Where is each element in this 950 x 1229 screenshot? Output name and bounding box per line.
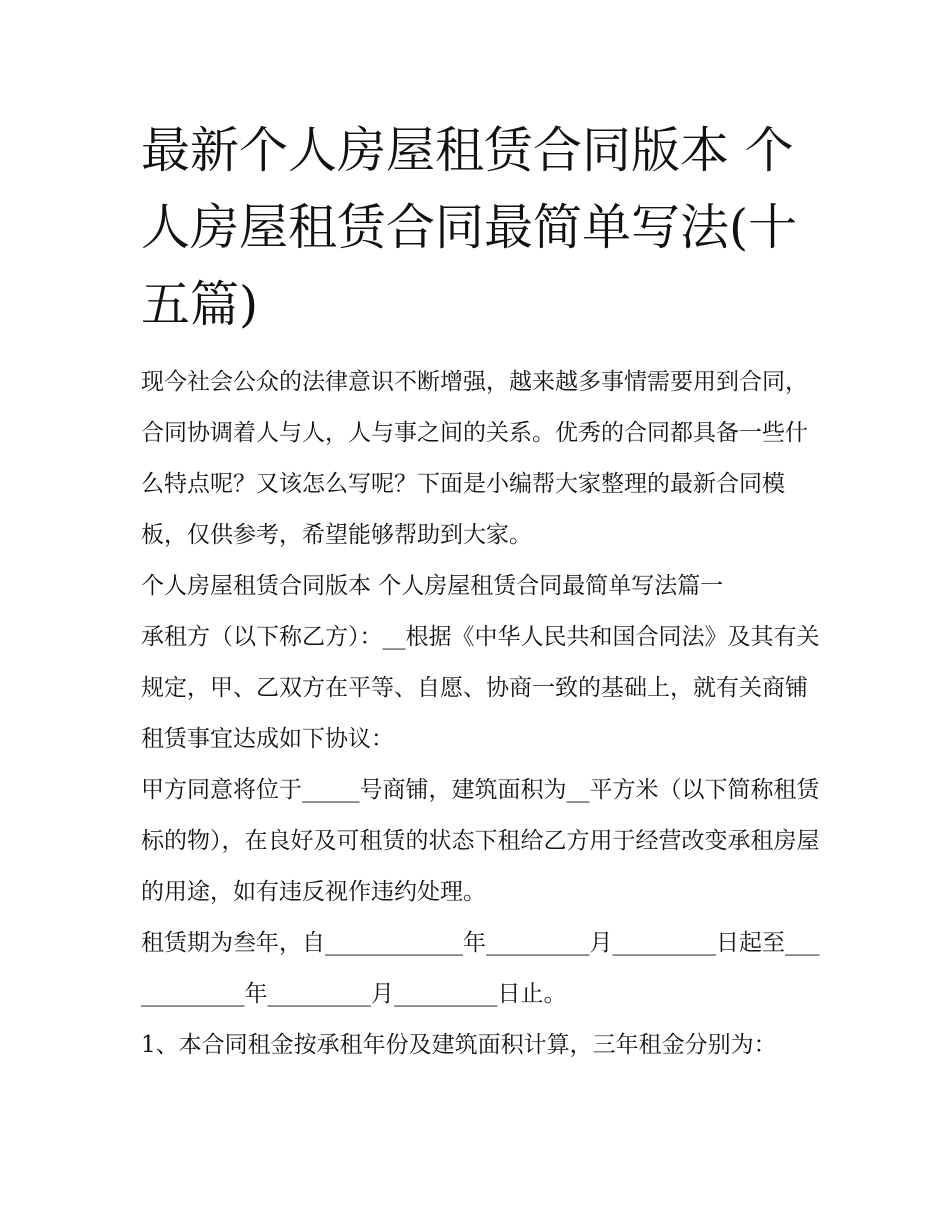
premises-paragraph: 甲方同意将位于_____号商铺，建筑面积为__平方米（以下简称租赁标的物），在良好及可租赁的状态下租给乙方用于经营改变承租房屋的用途，如有违反视作违约处理。	[141, 777, 820, 905]
document-page	[141, 112, 821, 1071]
intro-paragraph: 现今社会公众的法律意识不断增强，越来越多事情需要用到合同，合同协调着人与人，人与事之间的关系。优秀的合同都具备一些什么特点呢？又该怎么写呢？下面是小编帮大家整理的最新合同模板，仅供参考，希望能够帮助到大家。	[141, 369, 808, 548]
section-heading: 个人房屋租赁合同版本 个人房屋租赁合同最简单写法篇一	[141, 573, 724, 599]
rent-clause-paragraph: 1、本合同租金按承租年份及建筑面积计算，三年租金分别为：	[141, 1032, 777, 1058]
document-title: 最新个人房屋租赁合同版本 个人房屋租赁合同最简单写法(十五篇)	[141, 122, 798, 333]
lease-term-paragraph: 租赁期为叁年，自____________年_________月_________日起至____________年_________月_________日止。	[141, 930, 820, 1007]
tenant-paragraph: 承租方（以下称乙方）：__根据《中华人民共和国合同法》及其有关规定，甲、乙双方在平等、自愿、协商一致的基础上，就有关商铺租赁事宜达成如下协议：	[141, 624, 820, 752]
